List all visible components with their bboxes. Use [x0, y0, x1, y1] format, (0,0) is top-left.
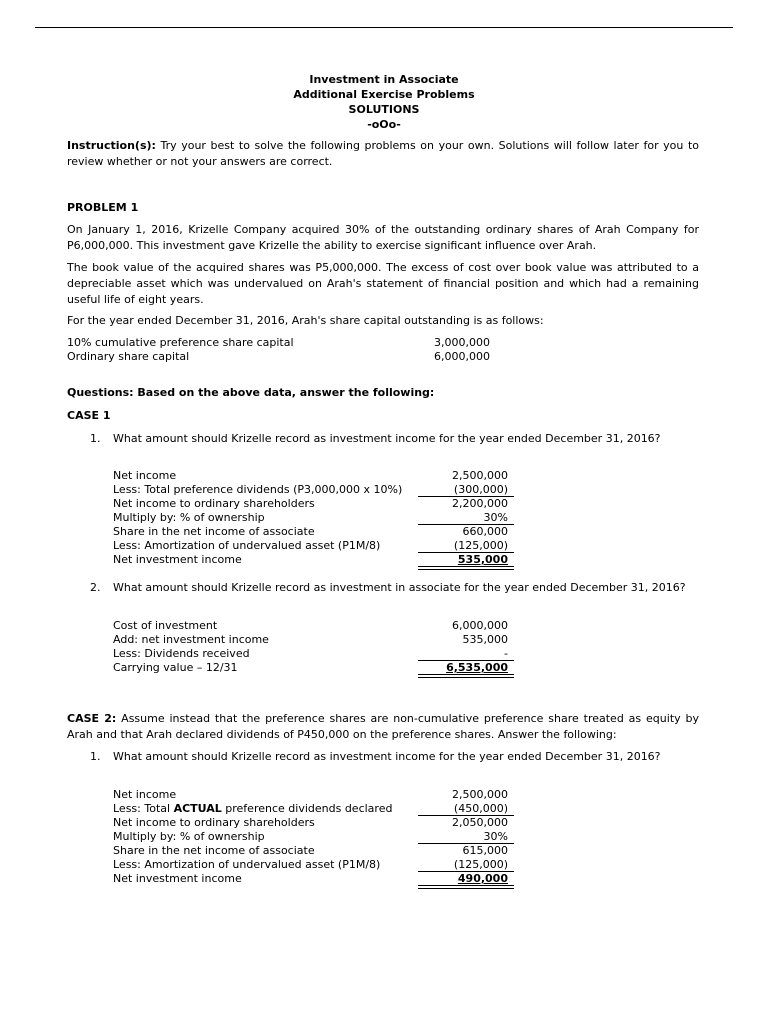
capital-label: Ordinary share capital — [67, 350, 190, 363]
table-row-label: Carrying value – 12/31 — [113, 661, 238, 674]
table-row-value: 2,500,000 — [452, 788, 508, 801]
table-row-label: Less: Amortization of undervalued asset (P1M/8) — [113, 858, 381, 871]
table-row-value: (125,000) — [453, 539, 508, 552]
question-number: 1. — [90, 750, 101, 763]
table-row-label: Net income to ordinary shareholders — [113, 816, 315, 829]
table-row-label: Net investment income — [113, 872, 242, 885]
table-row-label: Net income — [113, 469, 177, 482]
table-row-value: (450,000) — [453, 802, 508, 815]
table-row-value: 2,050,000 — [452, 816, 508, 829]
capital-value: 6,000,000 — [434, 350, 490, 363]
table-row-value: 30% — [483, 511, 508, 524]
label-part: preference dividends declared — [221, 802, 393, 815]
capital-value: 3,000,000 — [434, 336, 490, 349]
table-row-value: 535,000 — [462, 633, 508, 646]
problem1-heading: PROBLEM 1 — [67, 201, 139, 214]
label-emphasis: ACTUAL — [173, 802, 222, 815]
table-row-value: 2,500,000 — [452, 469, 508, 482]
question-number: 1. — [90, 432, 101, 445]
title-block — [0, 72, 768, 132]
table-row-value: 615,000 — [462, 844, 508, 857]
double-underline — [418, 566, 514, 570]
question-number: 2. — [90, 581, 101, 594]
capital-label: 10% cumulative preference share capital — [67, 336, 294, 349]
table-row-label: Cost of investment — [113, 619, 218, 632]
table-row-label: Net investment income — [113, 553, 242, 566]
table-row-label: Less: Dividends received — [113, 647, 250, 660]
label-part: Less: Total — [113, 802, 174, 815]
case2-label: CASE 2: — [67, 712, 117, 725]
double-underline — [418, 885, 514, 889]
total-value: 490,000 — [457, 872, 508, 885]
question-text: What amount should Krizelle record as investment in associate for the year ended December 31, 2016? — [113, 581, 686, 594]
doc-divider: -oOo- — [367, 118, 401, 131]
table-row-label: Net income — [113, 788, 177, 801]
table-row-label: Add: net investment income — [113, 633, 269, 646]
table-row-label: Share in the net income of associate — [113, 525, 315, 538]
instruction-label: Instruction(s): — [67, 139, 156, 152]
table-row-label: Less: Total preference dividends (P3,000,000 x 10%) — [113, 483, 403, 496]
double-underline — [418, 674, 514, 678]
table-row-value: (300,000) — [453, 483, 508, 496]
total-value: 6,535,000 — [446, 661, 508, 674]
table-row-value: 2,200,000 — [452, 497, 508, 510]
table-row-label: Multiply by: % of ownership — [113, 511, 265, 524]
header-rule — [35, 27, 733, 28]
question-text: What amount should Krizelle record as investment income for the year ended December 31, 2016? — [113, 750, 661, 763]
total-value: 535,000 — [457, 553, 508, 566]
problem1-paragraph-1: On January 1, 2016, Krizelle Company acquired 30% of the outstanding ordinary shares of Arah Company for P6,000,000. This investment gave Krizelle the ability to exercise significant influence over Arah. — [67, 223, 699, 252]
problem1-paragraph-2: The book value of the acquired shares was P5,000,000. The excess of cost over book value was attributed to a depreciable asset which was undervalued on Arah's statement of financial position and which had a remaining useful life of eight years. — [67, 261, 699, 306]
case2-text: Assume instead that the preference shares are non-cumulative preference share treated as equity by Arah and that Arah declared dividends of P450,000 on the preference shares. Answer the following: — [67, 712, 700, 741]
instruction-text: Try your best to solve the following problems on your own. Solutions will follow later for you to review whether or not your answers are correct. — [67, 139, 699, 168]
table-row-value: - — [504, 647, 508, 660]
doc-subtitle: Additional Exercise Problems — [293, 88, 475, 101]
case2-paragraph — [67, 711, 699, 743]
table-row-value: 6,000,000 — [452, 619, 508, 632]
questions-heading: Questions: Based on the above data, answer the following: — [67, 386, 435, 399]
doc-title: Investment in Associate — [309, 73, 459, 86]
table-row-value: 660,000 — [462, 525, 508, 538]
case1-heading: CASE 1 — [67, 409, 111, 422]
table-row-label: Multiply by: % of ownership — [113, 830, 265, 843]
table-row-value: 30% — [483, 830, 508, 843]
table-row-value: (125,000) — [453, 858, 508, 871]
doc-solutions: SOLUTIONS — [348, 103, 420, 116]
table-row-label — [113, 802, 392, 816]
table-row-label: Share in the net income of associate — [113, 844, 315, 857]
problem1-paragraph-3: For the year ended December 31, 2016, Arah's share capital outstanding is as follows: — [67, 314, 544, 327]
question-text: What amount should Krizelle record as investment income for the year ended December 31, 2016? — [113, 432, 661, 445]
instruction-paragraph — [67, 138, 699, 170]
table-row-label: Net income to ordinary shareholders — [113, 497, 315, 510]
table-row-label: Less: Amortization of undervalued asset (P1M/8) — [113, 539, 381, 552]
